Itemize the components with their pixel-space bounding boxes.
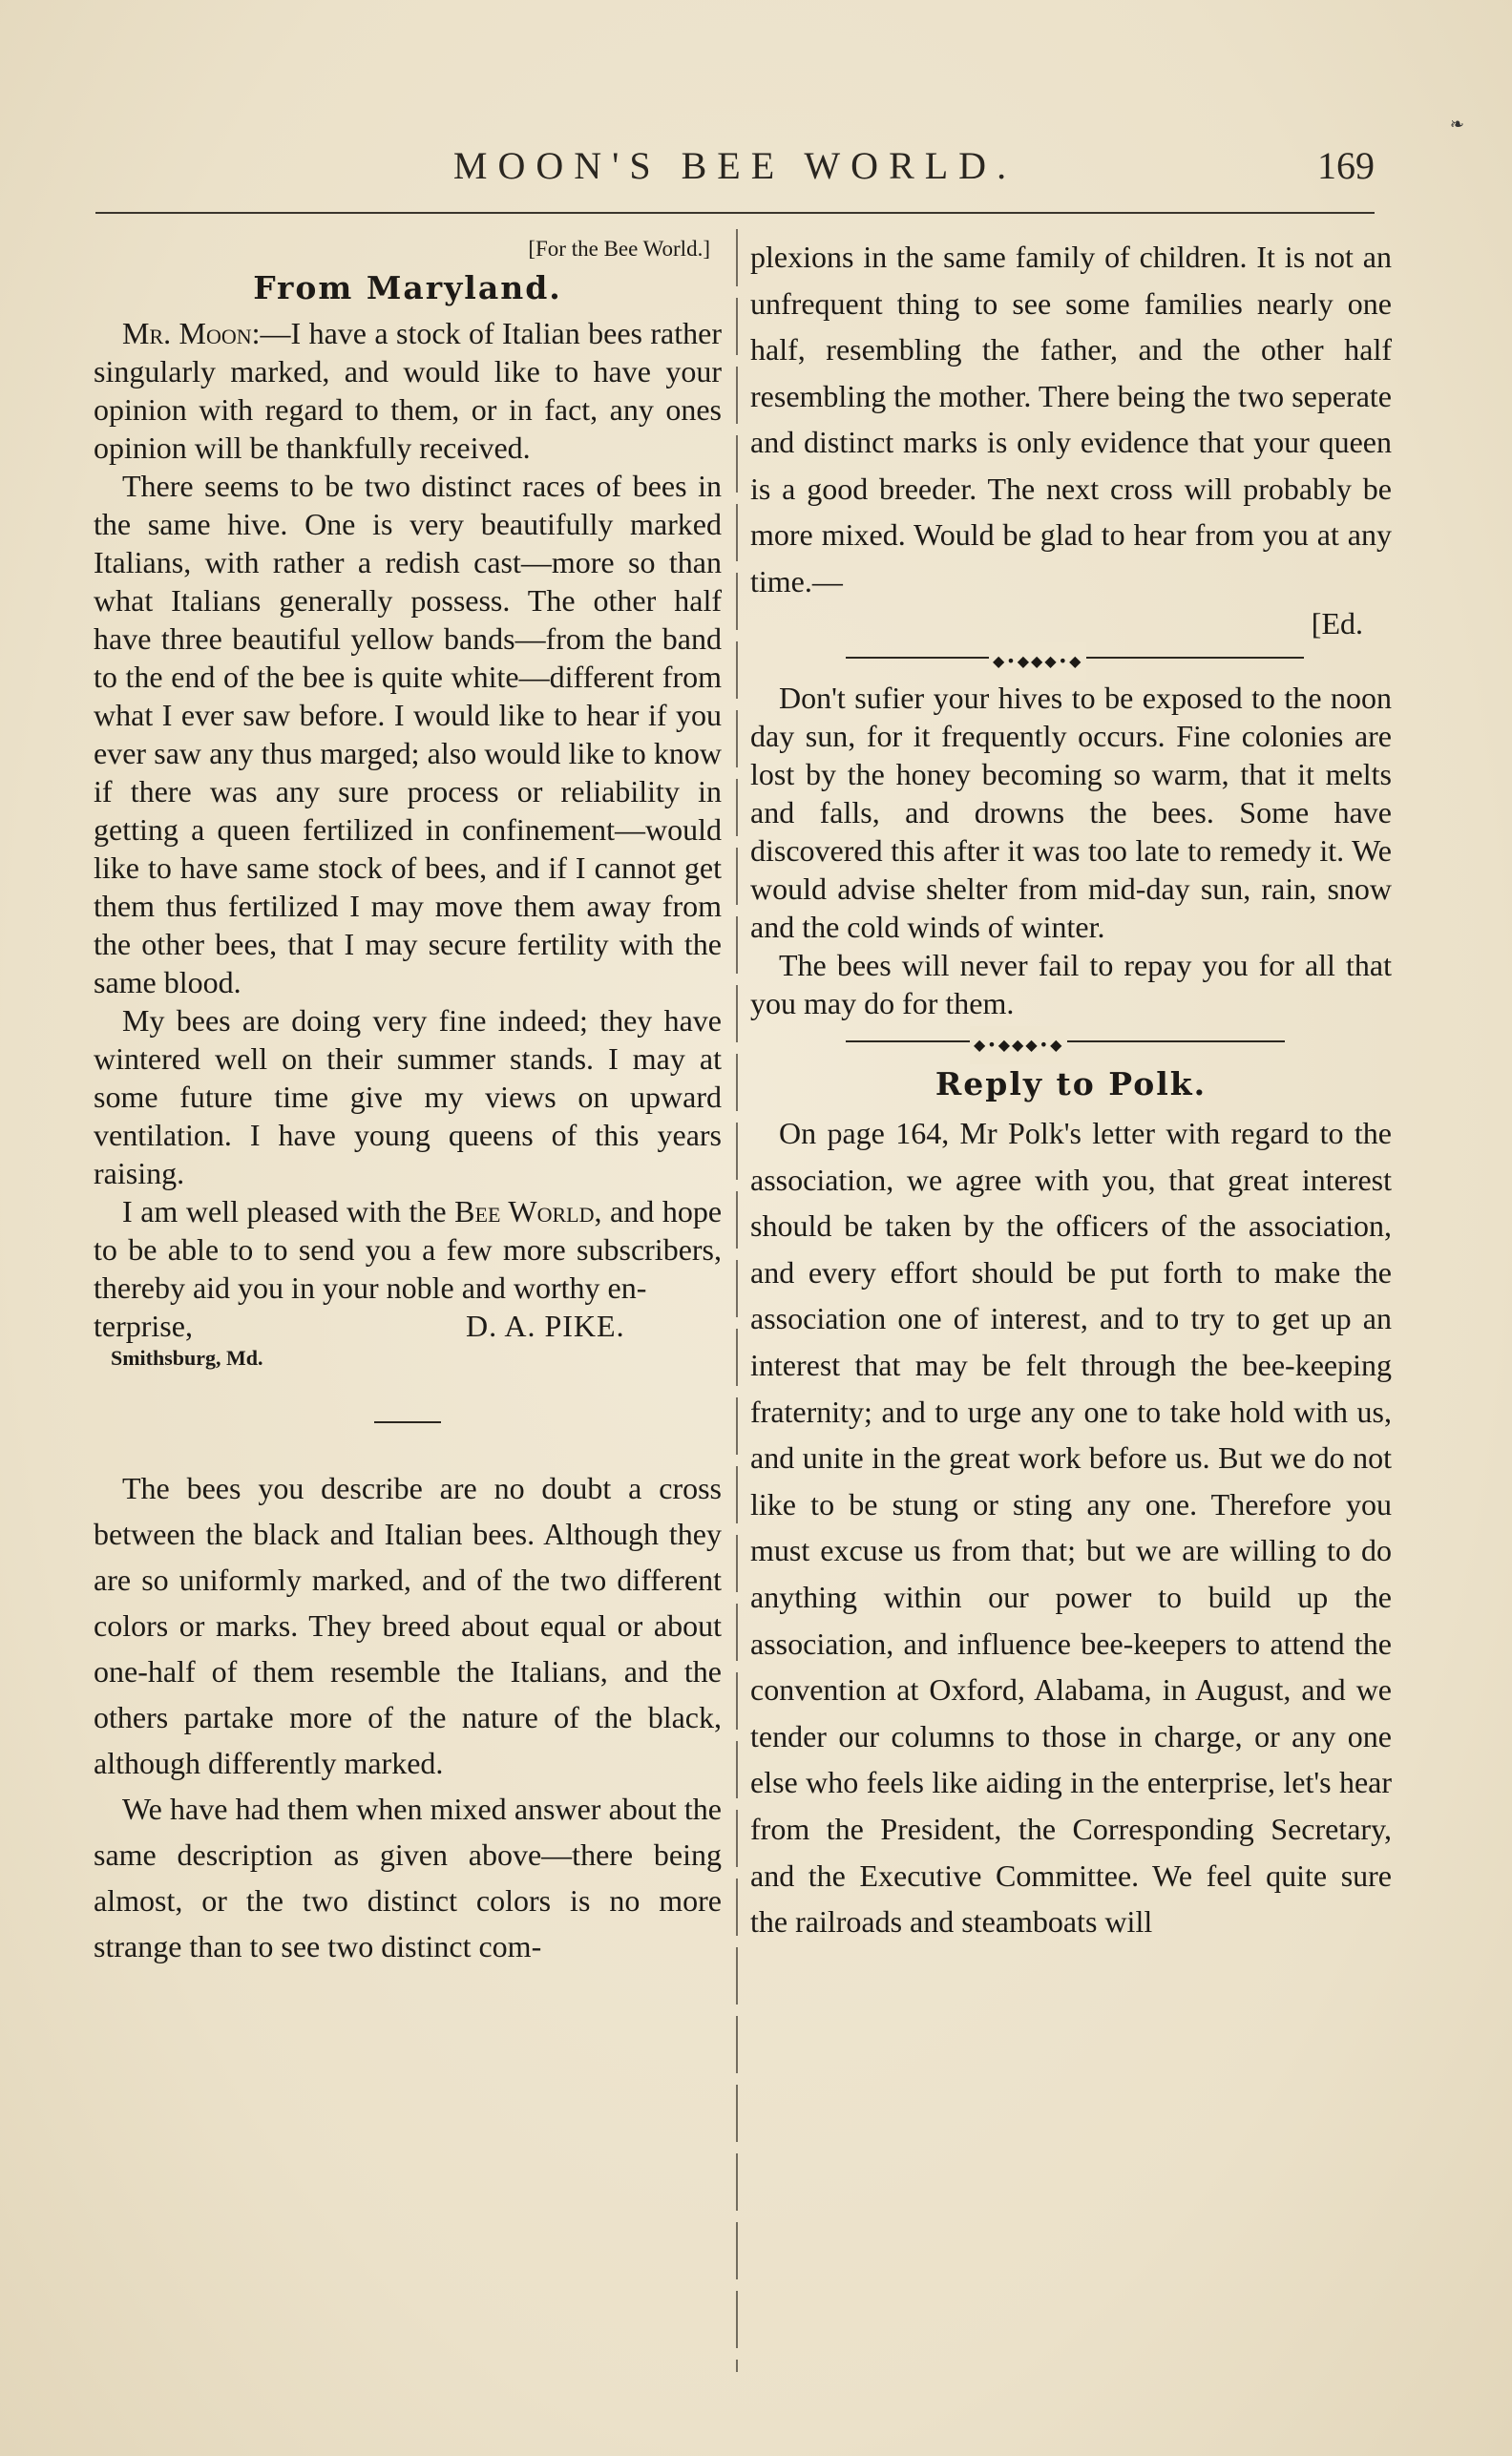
editor-reply: [94, 1465, 722, 1969]
header-rule: [95, 212, 1375, 214]
editor-mark: [Ed.: [1311, 606, 1363, 640]
left-column: [94, 234, 722, 1969]
right-column: [750, 234, 1392, 1945]
running-head: [95, 143, 1375, 200]
letter-text: —I have a stock of Italian bees rather singularly marked, and would like to have your opinion with regard to them, or in fact, any ones opinion will be thankfully received.: [94, 316, 723, 465]
signature: D. A. PIKE.: [466, 1309, 625, 1343]
ornament-glyphs: ◆•◆◆◆•◆: [970, 1026, 1067, 1064]
reply-paragraph-2: We have had them when mixed answer about the same description as given above—there being almost, or the two distinct colors is no more strange than to see two distinct com-: [94, 1792, 722, 1963]
salutation: Mr. Moon:: [122, 316, 261, 350]
signature-row: [94, 1307, 722, 1345]
letter-text: I am well pleased with the: [122, 1194, 455, 1228]
publication-title: MOON'S BEE WORLD.: [452, 144, 1018, 187]
ornament-glyphs: ◆•◆◆◆•◆: [989, 642, 1086, 681]
closing-word: terprise,: [94, 1309, 193, 1343]
ornamental-rule: [750, 1028, 1392, 1055]
page-number: 169: [1317, 144, 1375, 187]
publication-name: Bee World: [454, 1194, 595, 1228]
article-heading: From Maryland.: [253, 269, 562, 306]
letter-paragraph-1: [94, 314, 722, 467]
signature-location: Smithsburg, Md.: [111, 1346, 263, 1370]
section-rule: [374, 1421, 441, 1423]
corner-ornament-icon: ❧: [1449, 115, 1464, 135]
sun-paragraph-1: Don't sufier your hives to be exposed to the noon day sun, for it frequently occurs. Fine colonies are lost by the honey becoming so warm, that it melts and falls, and drowns the bees. Some have discovered this after it was too late to remedy it. We would advise shelter from mid-day sun, rain, snow and the cold winds of winter.: [750, 681, 1392, 944]
letter-paragraph-3: My bees are doing very fine indeed; they have wintered well on their summer stands. I may at some future time give my views on upward ventilation. I have young queens of this years raising.: [94, 1003, 722, 1190]
article-heading: Reply to Polk.: [934, 1065, 1208, 1102]
letter-text: , and hope to be able to to send you a few more subscribers, thereby aid you in your noble and worthy en-: [94, 1194, 723, 1305]
letter-paragraph-2: There seems to be two distinct races of bees in the same hive. One is very beautifully marked Italians, with rather a redish cast—more so than what Italians generally possess. The other half have three beautiful yellow bands—from the band to the end of the bee is quite white—different from what I ever saw before. I would like to hear if you ever saw any thus marged; also would like to know if there was any sure process or reliability in getting a queen fertilized in confinement—would like to have same stock of bees, and if I cannot get them thus fertilized I may move them away from the other bees, that I may secure fertility with the same blood.: [94, 469, 722, 999]
ornamental-rule: [750, 644, 1392, 671]
letter-paragraph-4: [94, 1192, 722, 1307]
polk-paragraph: On page 164, Mr Polk's letter with regard to the association, we agree with you, that great interest should be taken by the officers of the association, and every effort should be put forth to make the association one of interest, and to try to get up an interest that may be felt through the bee-keeping fraternity; and to urge any one to take hold with us, and unite in the great work before us. But we do not like to be stung or sting any one. Therefore you must excuse us from that; but we are willing to do anything within our power to build up the association, and influence bee-keepers to attend the convention at Oxford, Alabama, in August, and we tender our columns to those in charge, or any one else who feels like aiding in the enterprise, let's hear from the President, the Corresponding Secretary, and the Executive Committee. We feel quite sure the railroads and steamboats will: [750, 1116, 1392, 1940]
column-divider: [736, 229, 738, 2372]
reply-continued: plexions in the same family of children. It is not an unfrequent thing to see some families nearly one half, resembling the father, and the other half resembling the mother. There being the two seperate and distinct marks is only evidence that your queen is a good breeder. The next cross will probably be more mixed. Would be glad to hear from you at any time.—: [750, 240, 1392, 598]
attribution: [For the Bee World.]: [528, 237, 710, 261]
sun-paragraph-2: The bees will never fail to repay you for all that you may do for them.: [750, 948, 1392, 1020]
reply-paragraph-1: The bees you describe are no doubt a cross between the black and Italian bees. Although they are so uniformly marked, and of the two different colors or marks. They breed about equal or about one-half of them resemble the Italians, and the others partake more of the nature of the black, although differently marked.: [94, 1471, 722, 1780]
